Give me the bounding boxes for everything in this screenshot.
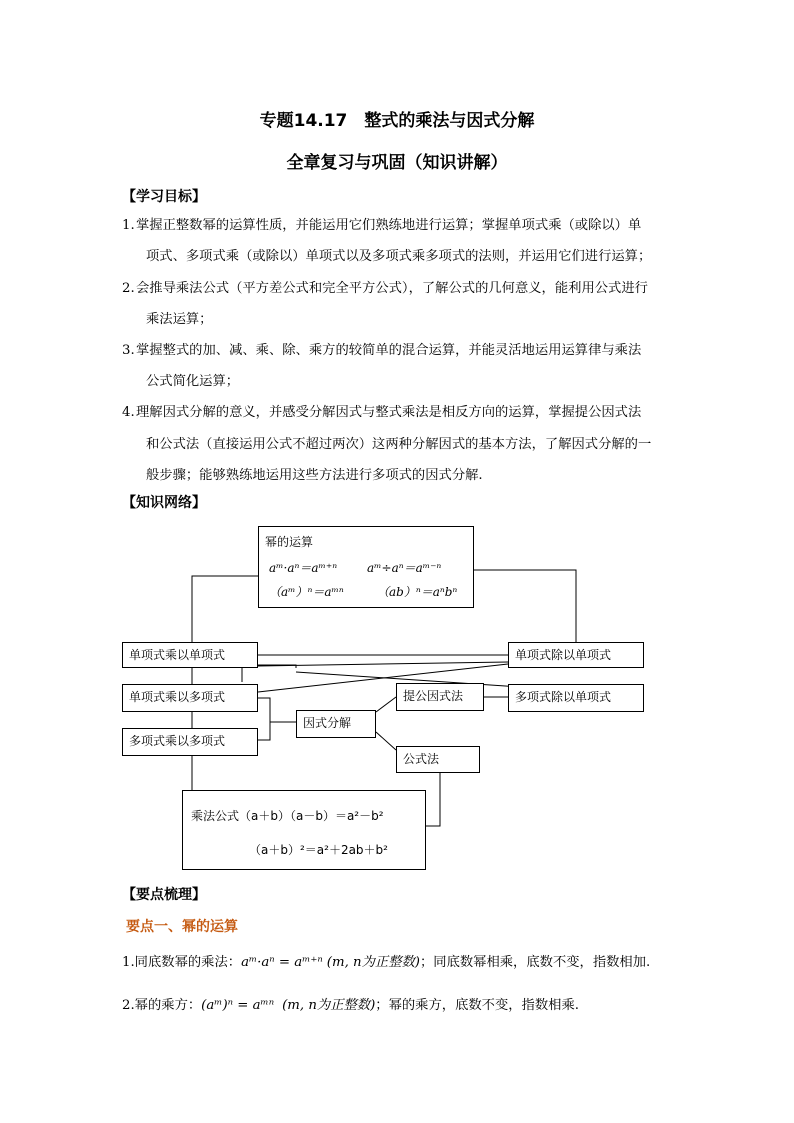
rule-formula: aᵐ·aⁿ = aᵐ⁺ⁿ (241, 955, 323, 970)
rule-condition: (m, n为正整数) (326, 955, 420, 970)
rule-label: 1.同底数幂的乘法： (122, 955, 242, 970)
power-formula-quotient: aᵐ÷aⁿ＝aᵐ⁻ⁿ (367, 561, 442, 575)
connector-line (376, 732, 396, 750)
connector-line (376, 697, 396, 712)
point-one-title: 要点一、幂的运算 (126, 919, 238, 935)
objective-line: 会推导乘法公式（平方差公式和完全平方公式），了解公式的几何意义，能利用公式进行 (136, 281, 648, 296)
objective-number: 1. (122, 218, 135, 233)
objective-number: 4. (122, 405, 135, 420)
factorization-box: 因式分解 (296, 710, 376, 738)
mono-times-mono-box: 单项式乘以单项式 (122, 642, 258, 668)
objective-line: 掌握正整数幂的运算性质，并能运用它们熟练地进行运算；掌握单项式乘（或除以）单 (136, 218, 642, 233)
rule-power-of-power (122, 998, 579, 1014)
connector-line (192, 576, 258, 642)
rule-text: ；同底数幂相乘，底数不变，指数相加. (419, 955, 651, 970)
connector-line (426, 773, 440, 826)
objective-number: 2. (122, 281, 135, 296)
mono-div-mono-box: 单项式除以单项式 (508, 642, 644, 668)
page-title: 专题14.17 整式的乘法与因式分解 (259, 111, 535, 131)
key-points-header: 【要点梳理】 (122, 887, 206, 903)
rule-formula: (aᵐ)ⁿ = aᵐⁿ (201, 998, 275, 1013)
network-header: 【知识网络】 (122, 495, 206, 511)
power-formula-power: （aᵐ）ⁿ＝aᵐⁿ (269, 585, 344, 599)
poly-div-mono-box: 多项式除以单项式 (508, 684, 644, 712)
poly-times-poly-box: 多项式乘以多项式 (122, 728, 258, 756)
connector-line (474, 570, 576, 642)
objectives-header: 【学习目标】 (122, 189, 206, 205)
mono-times-poly-box: 单项式乘以多项式 (122, 684, 258, 712)
power-box-title: 幂的运算 (265, 535, 314, 549)
power-formula-product: aᵐ·aⁿ＝aᵐ⁺ⁿ (269, 561, 338, 575)
objective-line: 乘法运算； (146, 312, 213, 327)
rule-label: 2.幂的乘方： (122, 998, 202, 1013)
objective-line: 公式简化运算； (146, 374, 240, 389)
rule-text: ；幂的乘方，底数不变，指数相乘. (375, 998, 579, 1013)
objective-number: 3. (122, 343, 135, 358)
connector-line (258, 662, 508, 666)
objective-line: 理解因式分解的意义，并感受分解因式与整式乘法是相反方向的运算，掌握提公因式法 (136, 405, 642, 420)
objective-line: 掌握整式的加、减、乘、除、乘方的较简单的混合运算，并能灵活地运用运算律与乘法 (136, 343, 642, 358)
formula-method-box: 公式法 (396, 746, 480, 773)
connector-line (258, 698, 270, 740)
rule-same-base-product (122, 955, 650, 971)
rule-condition: (m, n为正整数) (282, 998, 376, 1013)
objective-line: 和公式法（直接运用公式不超过两次）这两种分解因式的基本方法，了解因式分解的一 (146, 437, 652, 452)
common-factor-box: 提公因式法 (396, 683, 484, 711)
multiplication-formula-box (182, 790, 426, 870)
perfect-square-formula: （a＋b）²＝a²＋2ab＋b² (249, 843, 388, 857)
power-operations-box (258, 526, 474, 608)
objective-line: 项式、多项式乘（或除以）单项式以及多项式乘多项式的法则，并运用它们进行运算； (146, 249, 652, 264)
objective-line: 般步骤；能够熟练地运用这些方法进行多项式的因式分解. (146, 468, 483, 483)
page-subtitle: 全章复习与巩固（知识讲解） (286, 153, 508, 173)
difference-of-squares-formula: 乘法公式（a＋b）（a－b）＝a²－b² (191, 809, 384, 823)
power-formula-product-power: （ab）ⁿ＝aⁿbⁿ (377, 585, 458, 599)
